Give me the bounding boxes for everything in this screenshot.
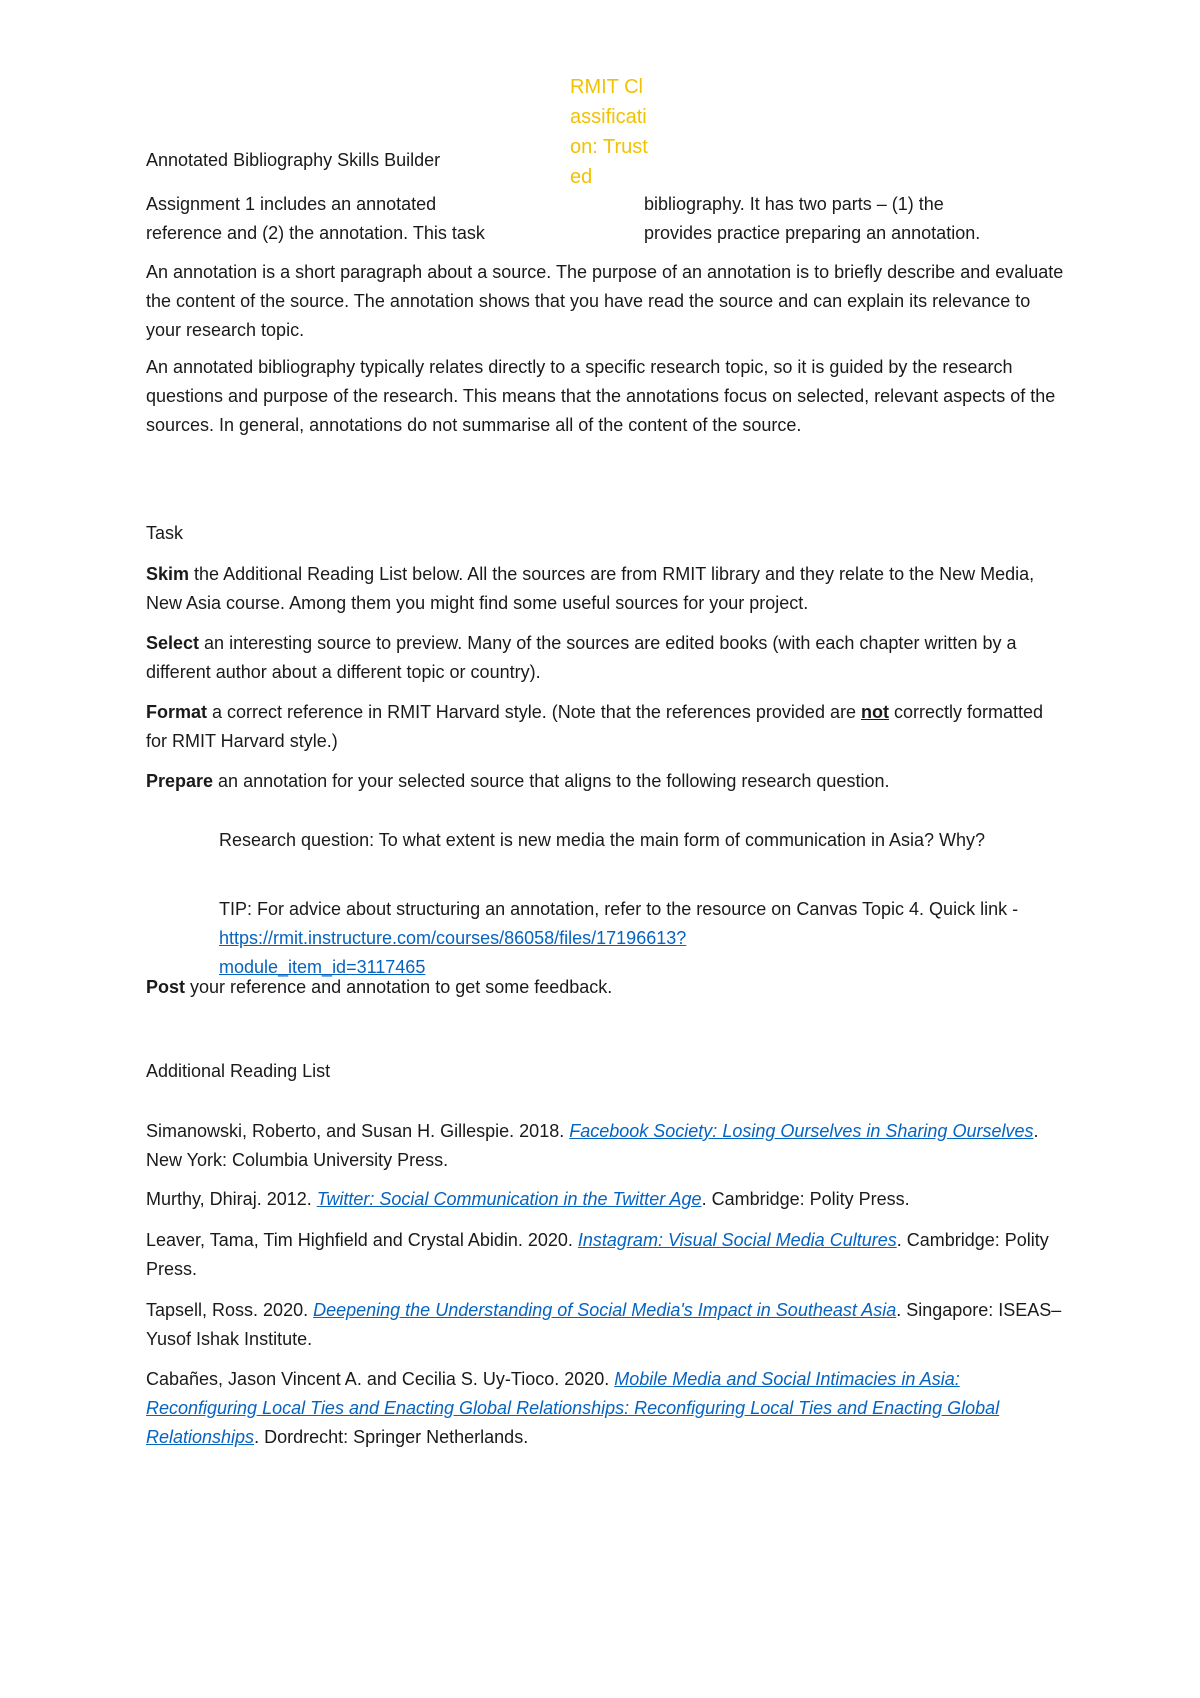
prepare-bold: Prepare	[146, 771, 214, 791]
ref-authors: Murthy, Dhiraj. 2012.	[146, 1189, 317, 1209]
intro-left-column	[146, 190, 566, 248]
reading-list-item	[146, 1365, 1066, 1452]
ref-publisher: . New York: Columbia University Press.	[146, 1121, 1039, 1170]
tip-paragraph	[219, 895, 1079, 982]
reading-list-item	[146, 1117, 1066, 1175]
tip-text: TIP: For advice about structuring an annotation, refer to the resource on Canvas Topic 4. Quick link -	[219, 899, 1019, 919]
bibliography-paragraph: An annotated bibliography typically relates directly to a specific research topic, so it is guided by the research questions and purpose of the research. This means that the annotations focus on selected, relevant aspects of the sources. In general, annotations do not summarise all of the content of the source.	[146, 357, 1056, 435]
ref-publisher: . Cambridge: Polity Press.	[146, 1230, 1049, 1279]
ref-title-link[interactable]: Facebook Society: Losing Ourselves in Sharing Ourselves	[569, 1121, 1034, 1141]
reading-list-item	[146, 1226, 1066, 1284]
ref-publisher: . Cambridge: Polity Press.	[701, 1189, 910, 1209]
reading-list-item	[146, 1185, 1066, 1214]
ref-title-link[interactable]: Twitter: Social Communication in the Twitter Age	[316, 1189, 702, 1209]
intro-right-line-1: bibliography. It has two parts – (1) the	[644, 194, 944, 214]
ref-title-link[interactable]: Mobile Media and Social Intimacies in Asia: Reconfiguring Local Ties and Enacting Global Relationships: Reconfiguring Local Ties and Enacting Global Relationships	[146, 1369, 1000, 1447]
task-heading: Task	[146, 523, 184, 543]
document-title: Annotated Bibliography Skills Builder	[146, 150, 441, 170]
skim-text: the Additional Reading List below. All the sources are from RMIT library and they relate to the New Media, New Asia course. Among them you might find some useful sources for your project.	[146, 564, 1035, 613]
reading-list-item	[146, 1296, 1066, 1354]
format-text-2: correctly formatted for RMIT Harvard style.)	[146, 702, 1043, 751]
post-text: your reference and annotation to get some feedback.	[185, 977, 613, 997]
research-question: Research question: To what extent is new media the main form of communication in Asia? Why?	[219, 830, 986, 850]
format-bold: Format	[146, 702, 208, 722]
skim-bold: Skim	[146, 564, 190, 584]
intro-right-column	[644, 190, 1064, 248]
canvas-link-line-1: https://rmit.instructure.com/courses/86058/files/17196613?	[219, 928, 687, 948]
intro-left-line-2: reference and (2) the annotation. This task	[146, 223, 485, 243]
ref-authors: Simanowski, Roberto, and Susan H. Gillespie. 2018.	[146, 1121, 570, 1141]
task-select	[146, 629, 1066, 687]
task-format	[146, 698, 1066, 756]
prepare-text: an annotation for your selected source that aligns to the following research question.	[213, 771, 890, 791]
format-text-1: a correct reference in RMIT Harvard style. (Note that the references provided are	[207, 702, 861, 722]
ref-publisher: . Singapore: ISEAS–Yusof Ishak Institute.	[146, 1300, 1062, 1349]
format-not: not	[860, 702, 889, 722]
ref-authors: Cabañes, Jason Vincent A. and Cecilia S. Uy-Tioco. 2020.	[146, 1369, 615, 1389]
ref-authors: Tapsell, Ross. 2020.	[146, 1300, 314, 1320]
ref-publisher: . Dordrecht: Springer Netherlands.	[254, 1427, 529, 1447]
annotation-paragraph: An annotation is a short paragraph about a source. The purpose of an annotation is to briefly describe and evaluate the content of the source. The annotation shows that you have read the source and can explain its relevance to your research topic.	[146, 262, 1064, 340]
classification-label: RMIT Classification: Trusted	[570, 76, 648, 188]
task-post	[146, 973, 1066, 1002]
ref-title-link[interactable]: Instagram: Visual Social Media Cultures	[577, 1230, 897, 1250]
ref-authors: Leaver, Tama, Tim Highfield and Crystal Abidin. 2020.	[146, 1230, 578, 1250]
reading-list-heading: Additional Reading List	[146, 1061, 331, 1081]
ref-title-link[interactable]: Deepening the Understanding of Social Media's Impact in Southeast Asia	[313, 1300, 897, 1320]
canvas-link-line-2: module_item_id=3117465	[219, 957, 426, 977]
task-prepare	[146, 767, 1066, 796]
select-bold: Select	[146, 633, 200, 653]
canvas-quick-link[interactable]	[219, 928, 686, 977]
intro-right-line-2: provides practice preparing an annotation.	[644, 223, 981, 243]
intro-left-line-1: Assignment 1 includes an annotated	[146, 194, 437, 214]
post-bold: Post	[146, 977, 186, 997]
select-text: an interesting source to preview. Many of the sources are edited books (with each chapter written by a different author about a different topic or country).	[146, 633, 1017, 682]
task-skim	[146, 560, 1066, 618]
